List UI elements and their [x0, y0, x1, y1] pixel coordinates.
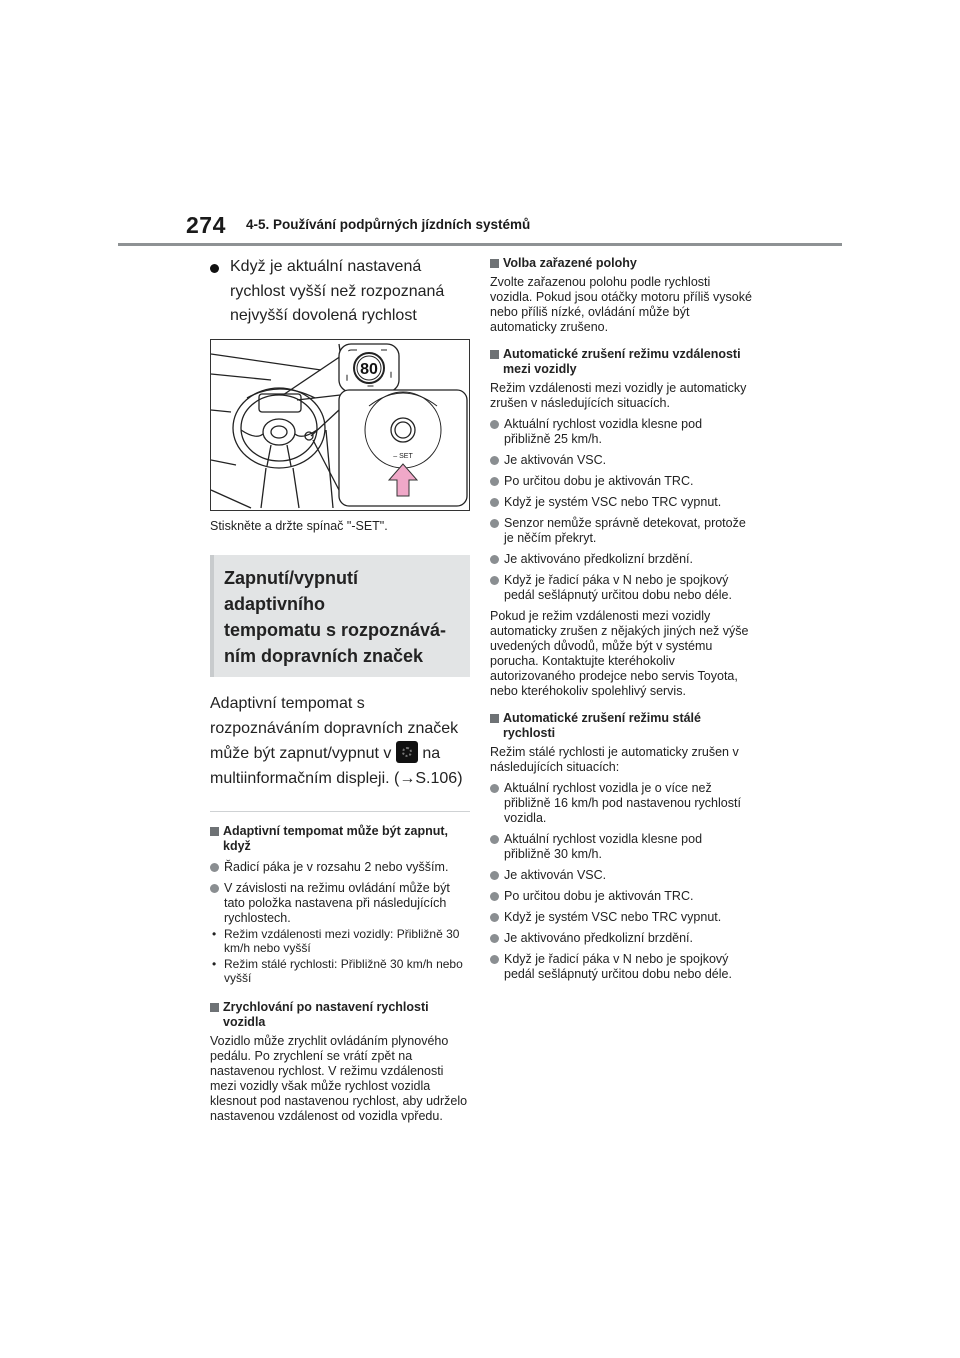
- circle-bullet-icon: [210, 884, 219, 893]
- right-column: [490, 256, 752, 982]
- sub-list-item: • Režim vzdálenosti mezi vozidly: Přibližně 30 km/h nebo vyšší: [212, 926, 460, 955]
- circle-bullet-icon: [490, 555, 499, 564]
- dashboard-illustration: [211, 340, 469, 510]
- header-rule: [118, 243, 842, 246]
- heading-line-2: tempomatu s rozpoznává-: [224, 619, 447, 640]
- intro-text-after: na multiinformačním displeji. (→S.106): [210, 744, 463, 787]
- square-bullet-icon: [490, 259, 499, 268]
- set-switch-label: – SET: [393, 452, 413, 460]
- circle-bullet-icon: [490, 456, 499, 465]
- list-item: Když je systém VSC nebo TRC vypnut.: [490, 910, 752, 925]
- square-bullet-icon: [210, 1003, 219, 1012]
- circle-bullet-icon: [490, 477, 499, 486]
- main-bullet-text: Když je aktuální nastavená rychlost vyšší než rozpoznaná nejvyšší dovolená rychlost: [230, 258, 445, 324]
- list-item: Senzor nemůže správně detekovat, protože je něčím překryt.: [490, 516, 752, 546]
- intro-text-before: Adaptivní tempomat s rozpoznáváním dopravních značek může být zapnut/vypnut v: [210, 694, 459, 762]
- body-paragraph: Zvolte zařazenou polohu podle rychlosti vozidla. Pokud jsou otáčky motoru příliš vysoké nebo příliš nízké, ovládání může být automaticky zrušeno.: [490, 275, 752, 334]
- circle-bullet-icon: [490, 835, 499, 844]
- square-bullet-icon: [210, 827, 219, 836]
- list-item: Řadicí páka je v rozsahu 2 nebo vyšším.: [210, 860, 470, 875]
- circle-bullet-icon: [490, 934, 499, 943]
- body-paragraph: Pokud je režim vzdálenosti mezi vozidly automaticky zrušen z nějakých jiných než výše uvedených důvodů, může být v systému porucha. Kontaktujte kteréhokoliv autorizovaného prodejce nebo servis Toyota, nebo kteréhokoliv spolehlivý servis.: [490, 609, 749, 698]
- circle-bullet-icon: [490, 498, 499, 507]
- list-item: Je aktivováno předkolizní brzdění.: [490, 931, 752, 946]
- list-item: Aktuální rychlost vozidla klesne pod přibližně 25 km/h.: [490, 417, 752, 447]
- subsection-title: Adaptivní tempomat může být zapnut, když: [210, 824, 470, 854]
- section-heading-box: [210, 555, 470, 677]
- circle-bullet-icon: [490, 576, 499, 585]
- speed-sign-value: 80: [360, 360, 378, 378]
- bullet-dot-icon: [210, 264, 219, 273]
- list-item: Po určitou dobu je aktivován TRC.: [490, 474, 752, 489]
- list-item: V závislosti na režimu ovládání může být tato položka nastavena při následujících rychlostech.: [210, 881, 470, 926]
- body-paragraph: Vozidlo může zrychlit ovládáním plynového pedálu. Po zrychlení se vrátí zpět na nastavenou rychlost. V režimu vzdálenosti mezi vozidly však může rychlost vozidla klesnout pod nastavenou rychlost, aby udrželo nastavenou vzdálenost od vozidla vpředu.: [210, 1033, 468, 1123]
- list-item: Když je řadicí páka v N nebo je spojkový pedál sešlápnutý určitou dobu nebo déle.: [490, 952, 752, 982]
- sub-list-item: • Režim stálé rychlosti: Přibližně 30 km/h nebo vyšší: [212, 956, 463, 985]
- circle-bullet-icon: [490, 420, 499, 429]
- circle-bullet-icon: [490, 913, 499, 922]
- circle-bullet-icon: [490, 871, 499, 880]
- circle-bullet-icon: [490, 955, 499, 964]
- section-title: 4-5. Používání podpůrných jízdních systémů: [246, 217, 531, 232]
- list-item: Je aktivován VSC.: [490, 868, 752, 883]
- heading-line-1: Zapnutí/vypnutí adaptivního: [224, 567, 358, 614]
- main-bullet: [210, 255, 470, 329]
- circle-bullet-icon: [490, 892, 499, 901]
- body-paragraph: Režim stálé rychlosti je automaticky zrušen v následujících situacích:: [490, 745, 739, 774]
- left-column: [210, 255, 470, 1124]
- settings-icon: [396, 741, 418, 763]
- list-item: Je aktivováno předkolizní brzdění.: [490, 552, 752, 567]
- list-item: Je aktivován VSC.: [490, 453, 752, 468]
- list-item: Když je systém VSC nebo TRC vypnut.: [490, 495, 752, 510]
- intro-paragraph: [210, 691, 470, 791]
- page-number: 274: [186, 212, 226, 238]
- square-bullet-icon: [490, 714, 499, 723]
- subsection-title: Zrychlování po nastavení rychlosti vozidla: [210, 1000, 470, 1030]
- figure-caption: Stiskněte a držte spínač "-SET".: [210, 518, 388, 533]
- subsection-title: Automatické zrušení režimu stálé rychlosti: [490, 711, 752, 741]
- circle-bullet-icon: [210, 863, 219, 872]
- heading-line-3: ním dopravních značek: [224, 645, 424, 666]
- list-item: Aktuální rychlost vozidla je o více než přibližně 16 km/h pod nastavenou rychlostí vozidla.: [490, 781, 752, 826]
- subsection-title: Automatické zrušení režimu vzdálenosti mezi vozidly: [490, 347, 752, 377]
- square-bullet-icon: [490, 350, 499, 359]
- circle-bullet-icon: [490, 519, 499, 528]
- list-item: Aktuální rychlost vozidla klesne pod přibližně 30 km/h.: [490, 832, 752, 862]
- circle-bullet-icon: [490, 784, 499, 793]
- steering-wheel-illustration: [210, 339, 470, 511]
- body-paragraph: Režim vzdálenosti mezi vozidly je automaticky zrušen v následujících situacích.: [490, 381, 747, 410]
- list-item: Po určitou dobu je aktivován TRC.: [490, 889, 752, 904]
- list-item: Když je řadicí páka v N nebo je spojkový pedál sešlápnutý určitou dobu nebo déle.: [490, 573, 752, 603]
- divider: [210, 811, 470, 812]
- subsection-title: Volba zařazené polohy: [490, 256, 752, 271]
